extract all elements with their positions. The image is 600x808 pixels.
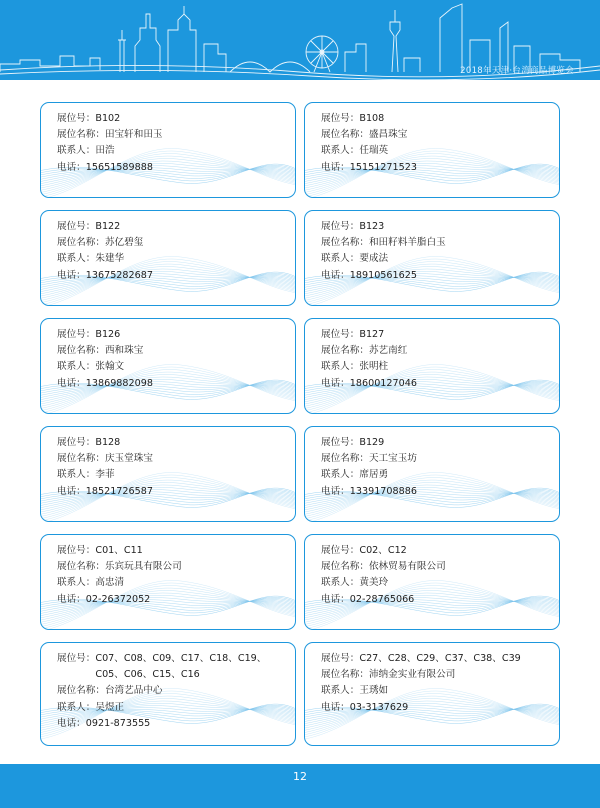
phone-number-label: 电话： bbox=[57, 161, 86, 173]
booth-number-label: 展位号： bbox=[321, 221, 360, 232]
booth-name-row bbox=[321, 451, 553, 467]
phone-number-value: 18600127046 bbox=[349, 377, 417, 389]
booth-name-value: 西和珠宝 bbox=[104, 345, 144, 357]
booth-name-label: 展位名称： bbox=[57, 129, 105, 141]
booth-name-value: 和田籽料羊脂白玉 bbox=[368, 237, 446, 249]
contact-person-row bbox=[321, 143, 553, 159]
booth-name-label: 展位名称： bbox=[321, 669, 369, 681]
booth-name-value: 乐宾玩具有限公司 bbox=[104, 561, 182, 573]
booth-number-value: B108 bbox=[359, 113, 385, 124]
booth-number-value: B123 bbox=[359, 221, 385, 232]
contact-person-row bbox=[321, 251, 553, 267]
booth-name-value: 盛昌珠宝 bbox=[368, 129, 408, 141]
booth-number-value: B127 bbox=[359, 329, 385, 340]
booth-number-label: 展位号： bbox=[321, 113, 360, 124]
contact-person-label: 联系人： bbox=[321, 469, 360, 481]
booth-number-value: C01、C11 bbox=[95, 545, 143, 556]
phone-number-value: 03-3137629 bbox=[349, 701, 409, 713]
phone-number-row bbox=[57, 268, 289, 284]
phone-number-row bbox=[321, 700, 553, 716]
contact-person-row bbox=[57, 359, 289, 375]
booth-info bbox=[57, 219, 289, 284]
booth-number-value: C27、C28、C29、C37、C38、C39 bbox=[359, 653, 521, 664]
contact-person-label: 联系人： bbox=[57, 469, 96, 481]
contact-person-label: 联系人： bbox=[321, 361, 360, 373]
booth-name-label: 展位名称： bbox=[57, 237, 105, 249]
contact-person-label: 联系人： bbox=[57, 361, 96, 373]
booth-number-row bbox=[321, 111, 553, 127]
booth-info bbox=[321, 651, 553, 716]
contact-person-value: 田浩 bbox=[95, 145, 115, 157]
booth-number-label: 展位号： bbox=[321, 437, 360, 448]
contact-person-value: 李菲 bbox=[95, 469, 115, 481]
booth-number-row bbox=[57, 111, 289, 127]
booth-number-row bbox=[57, 651, 289, 683]
contact-person-label: 联系人： bbox=[57, 701, 96, 713]
booth-name-row bbox=[321, 559, 553, 575]
phone-number-row bbox=[321, 376, 553, 392]
phone-number-label: 电话： bbox=[57, 593, 86, 605]
phone-number-label: 电话： bbox=[57, 269, 86, 281]
booth-info bbox=[57, 543, 289, 608]
phone-number-value: 02-28765066 bbox=[349, 593, 415, 605]
booth-name-label: 展位名称： bbox=[321, 345, 369, 357]
booth-name-value: 天工宝玉坊 bbox=[368, 453, 417, 465]
contact-person-row bbox=[57, 143, 289, 159]
contact-person-row bbox=[57, 575, 289, 591]
booth-info bbox=[321, 327, 553, 392]
phone-number-row bbox=[321, 160, 553, 176]
booth-name-label: 展位名称： bbox=[57, 561, 105, 573]
contact-person-label: 联系人： bbox=[321, 253, 360, 265]
booth-name-value: 庆玉堂珠宝 bbox=[104, 453, 153, 465]
booth-name-label: 展位名称： bbox=[321, 561, 369, 573]
booth-number-label: 展位号： bbox=[57, 437, 96, 448]
booth-name-row bbox=[321, 667, 553, 683]
booth-name-row bbox=[57, 343, 289, 359]
contact-person-label: 联系人： bbox=[321, 577, 360, 589]
booth-number-value: B128 bbox=[95, 437, 121, 448]
booth-number-value: C07、C08、C09、C17、C18、C19、C05、C06、C15、C16 bbox=[95, 653, 267, 681]
booth-info bbox=[57, 327, 289, 392]
phone-number-row bbox=[57, 716, 289, 732]
contact-person-value: 任瑞英 bbox=[359, 145, 389, 157]
page-number: 12 bbox=[293, 770, 307, 783]
booth-name-row bbox=[57, 559, 289, 575]
phone-number-label: 电话： bbox=[321, 377, 350, 389]
contact-person-label: 联系人： bbox=[321, 685, 360, 697]
booth-info bbox=[321, 435, 553, 500]
phone-number-value: 0921-873555 bbox=[85, 717, 151, 729]
booth-number-value: B129 bbox=[359, 437, 385, 448]
phone-number-value: 18910561625 bbox=[349, 269, 417, 281]
contact-person-row bbox=[321, 683, 553, 699]
booth-name-row bbox=[321, 127, 553, 143]
phone-number-row bbox=[321, 592, 553, 608]
phone-number-row bbox=[321, 268, 553, 284]
booth-number-value: C02、C12 bbox=[359, 545, 407, 556]
booth-name-row bbox=[321, 235, 553, 251]
header-title: 2018年天津·台湾商品博览会 bbox=[460, 66, 574, 76]
booth-number-row bbox=[57, 543, 289, 559]
booth-card bbox=[40, 318, 296, 414]
booth-card bbox=[304, 210, 560, 306]
booth-info bbox=[57, 111, 289, 176]
contact-person-row bbox=[57, 251, 289, 267]
booth-number-label: 展位号： bbox=[321, 545, 360, 556]
booth-number-value: B122 bbox=[95, 221, 121, 232]
booth-name-value: 台湾艺品中心 bbox=[104, 685, 163, 697]
booth-name-label: 展位名称： bbox=[57, 685, 105, 697]
contact-person-label: 联系人： bbox=[57, 577, 96, 589]
booth-number-label: 展位号： bbox=[57, 221, 96, 232]
contact-person-value: 黄美玲 bbox=[359, 577, 389, 589]
booth-number-label: 展位号： bbox=[321, 653, 360, 664]
contact-person-value: 王琇如 bbox=[359, 685, 389, 697]
contact-person-row bbox=[321, 467, 553, 483]
page-header bbox=[0, 0, 600, 80]
contact-person-row bbox=[321, 575, 553, 591]
booth-card bbox=[40, 210, 296, 306]
contact-person-value: 高忠清 bbox=[95, 577, 125, 589]
booth-card bbox=[304, 426, 560, 522]
contact-person-value: 席居勇 bbox=[359, 469, 389, 481]
phone-number-row bbox=[57, 592, 289, 608]
booth-number-row bbox=[321, 435, 553, 451]
booth-number-label: 展位号： bbox=[57, 545, 96, 556]
booth-number-label: 展位号： bbox=[321, 329, 360, 340]
booth-info bbox=[321, 111, 553, 176]
booth-number-row bbox=[57, 327, 289, 343]
booth-name-label: 展位名称： bbox=[321, 129, 369, 141]
phone-number-value: 13869882098 bbox=[85, 377, 153, 389]
booth-info bbox=[321, 543, 553, 608]
contact-person-value: 吴煜正 bbox=[95, 701, 125, 713]
booth-name-value: 沛纳金实业有限公司 bbox=[368, 669, 456, 681]
booth-name-value: 苏亿碧玺 bbox=[104, 237, 144, 249]
phone-number-label: 电话： bbox=[321, 593, 350, 605]
booth-name-row bbox=[57, 683, 289, 699]
phone-number-label: 电话： bbox=[321, 485, 350, 497]
booth-info bbox=[57, 651, 289, 732]
phone-number-row bbox=[57, 484, 289, 500]
phone-number-label: 电话： bbox=[321, 269, 350, 281]
booth-name-value: 依林贸易有限公司 bbox=[368, 561, 446, 573]
contact-person-row bbox=[321, 359, 553, 375]
booth-name-label: 展位名称： bbox=[321, 237, 369, 249]
phone-number-value: 13391708886 bbox=[349, 485, 417, 497]
booth-number-value: B126 bbox=[95, 329, 121, 340]
booth-name-row bbox=[321, 343, 553, 359]
booth-name-value: 田宝轩和田玉 bbox=[104, 129, 163, 141]
booth-name-value: 苏艺南红 bbox=[368, 345, 408, 357]
booth-name-label: 展位名称： bbox=[57, 453, 105, 465]
booth-number-row bbox=[57, 219, 289, 235]
booth-number-value: B102 bbox=[95, 113, 121, 124]
booth-info bbox=[321, 219, 553, 284]
phone-number-value: 13675282687 bbox=[85, 269, 153, 281]
contact-person-row bbox=[57, 467, 289, 483]
phone-number-value: 15651589888 bbox=[85, 161, 153, 173]
booth-number-row bbox=[57, 435, 289, 451]
contact-person-label: 联系人： bbox=[57, 145, 96, 157]
booth-card bbox=[304, 534, 560, 630]
booth-card bbox=[40, 642, 296, 746]
contact-person-label: 联系人： bbox=[57, 253, 96, 265]
booth-number-label: 展位号： bbox=[57, 653, 96, 664]
booth-info bbox=[57, 435, 289, 500]
phone-number-label: 电话： bbox=[321, 161, 350, 173]
contact-person-value: 要成法 bbox=[359, 253, 389, 265]
contact-person-row bbox=[57, 700, 289, 716]
phone-number-row bbox=[57, 376, 289, 392]
phone-number-label: 电话： bbox=[57, 377, 86, 389]
booth-card bbox=[304, 102, 560, 198]
booth-name-label: 展位名称： bbox=[57, 345, 105, 357]
booth-number-row bbox=[321, 651, 553, 667]
contact-person-value: 张明柱 bbox=[359, 361, 389, 373]
phone-number-value: 02-26372052 bbox=[85, 593, 151, 605]
contact-person-value: 朱建华 bbox=[95, 253, 125, 265]
phone-number-row bbox=[321, 484, 553, 500]
phone-number-row bbox=[57, 160, 289, 176]
booth-number-label: 展位号： bbox=[57, 113, 96, 124]
booth-card bbox=[40, 102, 296, 198]
booth-card bbox=[40, 534, 296, 630]
booth-name-row bbox=[57, 235, 289, 251]
booth-name-row bbox=[57, 451, 289, 467]
booth-number-row bbox=[321, 327, 553, 343]
booth-card bbox=[304, 318, 560, 414]
phone-number-label: 电话： bbox=[57, 717, 86, 729]
booth-number-row bbox=[321, 543, 553, 559]
booth-number-label: 展位号： bbox=[57, 329, 96, 340]
booth-name-row bbox=[57, 127, 289, 143]
phone-number-label: 电话： bbox=[57, 485, 86, 497]
booth-number-row bbox=[321, 219, 553, 235]
booth-card bbox=[40, 426, 296, 522]
booth-card bbox=[304, 642, 560, 746]
booth-name-label: 展位名称： bbox=[321, 453, 369, 465]
contact-person-label: 联系人： bbox=[321, 145, 360, 157]
phone-number-value: 15151271523 bbox=[349, 161, 417, 173]
phone-number-value: 18521726587 bbox=[85, 485, 153, 497]
contact-person-value: 张翰文 bbox=[95, 361, 125, 373]
phone-number-label: 电话： bbox=[321, 701, 350, 713]
